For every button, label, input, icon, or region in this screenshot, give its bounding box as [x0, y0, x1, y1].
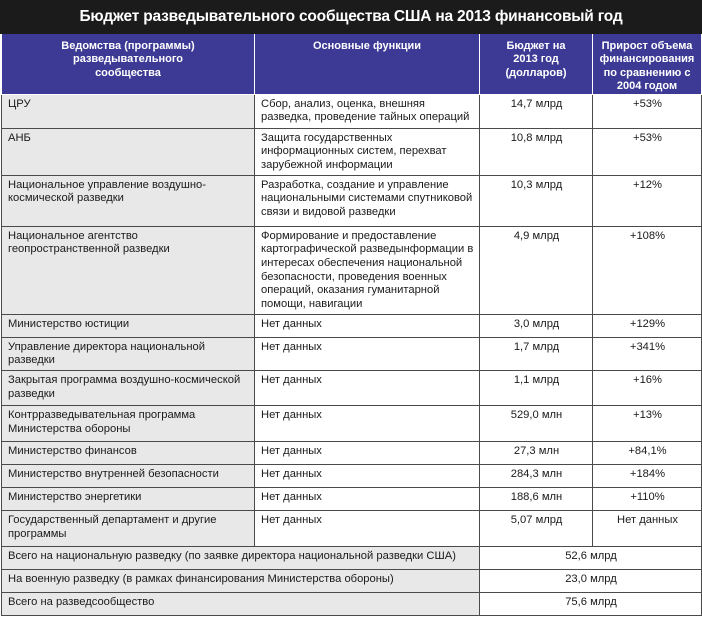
budget-cell: 3,0 млрд	[480, 314, 593, 337]
page-title: Бюджет разведывательного сообщества США на 2013 финансовый год	[0, 0, 702, 34]
functions-cell: Нет данных	[255, 441, 480, 464]
total-label: На военную разведку (в рамках финансирования Министерства обороны)	[2, 569, 480, 592]
functions-cell: Защита государственных информационных систем, перехват зарубежной информации	[255, 128, 480, 175]
functions-cell: Формирование и предоставление картографической разведынформации в интересах обеспечения национальной безопасности, проведения военных операций, оказания гуманитарной помощи, навигации	[255, 226, 480, 314]
agency-cell: Министерство внутренней безопасности	[2, 464, 255, 487]
table-row	[2, 464, 702, 487]
total-row	[2, 546, 702, 569]
functions-cell: Нет данных	[255, 405, 480, 441]
budget-cell: 5,07 млрд	[480, 510, 593, 546]
total-value: 23,0 млрд	[480, 569, 702, 592]
table-row	[2, 128, 702, 175]
agency-cell: ЦРУ	[2, 94, 255, 128]
functions-cell: Нет данных	[255, 337, 480, 370]
growth-cell: +184%	[593, 464, 702, 487]
table-row	[2, 314, 702, 337]
table-row	[2, 370, 702, 405]
agency-cell: Национальное управление воздушно-космической разведки	[2, 175, 255, 226]
table-row	[2, 337, 702, 370]
functions-cell: Разработка, создание и управление национальными системами спутниковой связи и видовой разведки	[255, 175, 480, 226]
agency-cell: Национальное агентство геопространственной разведки	[2, 226, 255, 314]
agency-cell: Министерство энергетики	[2, 487, 255, 510]
budget-cell: 188,6 млн	[480, 487, 593, 510]
budget-cell: 10,8 млрд	[480, 128, 593, 175]
budget-cell: 27,3 млн	[480, 441, 593, 464]
table-row	[2, 405, 702, 441]
budget-cell: 1,7 млрд	[480, 337, 593, 370]
total-label: Всего на национальную разведку (по заявке директора национальной разведки США)	[2, 546, 480, 569]
budget-cell: 4,9 млрд	[480, 226, 593, 314]
header-functions: Основные функции	[255, 34, 480, 94]
table-row	[2, 510, 702, 546]
growth-cell: Нет данных	[593, 510, 702, 546]
growth-cell: +108%	[593, 226, 702, 314]
total-label: Всего на разведсообщество	[2, 592, 480, 615]
budget-table	[1, 34, 702, 616]
budget-cell: 10,3 млрд	[480, 175, 593, 226]
table-row	[2, 226, 702, 314]
growth-cell: +53%	[593, 128, 702, 175]
agency-cell: Контрразведывательная программа Министерства обороны	[2, 405, 255, 441]
functions-cell: Сбор, анализ, оценка, внешняя разведка, проведение тайных операций	[255, 94, 480, 128]
total-value: 52,6 млрд	[480, 546, 702, 569]
growth-cell: +110%	[593, 487, 702, 510]
table-row	[2, 175, 702, 226]
agency-cell: Государственный департамент и другие программы	[2, 510, 255, 546]
functions-cell: Нет данных	[255, 464, 480, 487]
growth-cell: +341%	[593, 337, 702, 370]
agency-cell: Управление директора национальной разведки	[2, 337, 255, 370]
table-row	[2, 441, 702, 464]
functions-cell: Нет данных	[255, 370, 480, 405]
total-row	[2, 569, 702, 592]
agency-cell: Министерство финансов	[2, 441, 255, 464]
header-agency: Ведомства (программы) разведывательного сообщества	[2, 34, 255, 94]
growth-cell: +53%	[593, 94, 702, 128]
budget-cell: 14,7 млрд	[480, 94, 593, 128]
table-header-row	[2, 34, 702, 94]
table-row	[2, 94, 702, 128]
budget-cell: 529,0 млн	[480, 405, 593, 441]
budget-cell: 284,3 млн	[480, 464, 593, 487]
growth-cell: +129%	[593, 314, 702, 337]
agency-cell: АНБ	[2, 128, 255, 175]
total-value: 75,6 млрд	[480, 592, 702, 615]
growth-cell: +84,1%	[593, 441, 702, 464]
header-budget: Бюджет на 2013 год (долларов)	[480, 34, 593, 94]
agency-cell: Министерство юстиции	[2, 314, 255, 337]
budget-cell: 1,1 млрд	[480, 370, 593, 405]
functions-cell: Нет данных	[255, 487, 480, 510]
agency-cell: Закрытая программа воздушно-космической разведки	[2, 370, 255, 405]
growth-cell: +12%	[593, 175, 702, 226]
growth-cell: +13%	[593, 405, 702, 441]
header-growth: Прирост объема финансирования по сравнению с 2004 годом	[593, 34, 702, 94]
growth-cell: +16%	[593, 370, 702, 405]
functions-cell: Нет данных	[255, 314, 480, 337]
table-row	[2, 487, 702, 510]
functions-cell: Нет данных	[255, 510, 480, 546]
total-row	[2, 592, 702, 615]
